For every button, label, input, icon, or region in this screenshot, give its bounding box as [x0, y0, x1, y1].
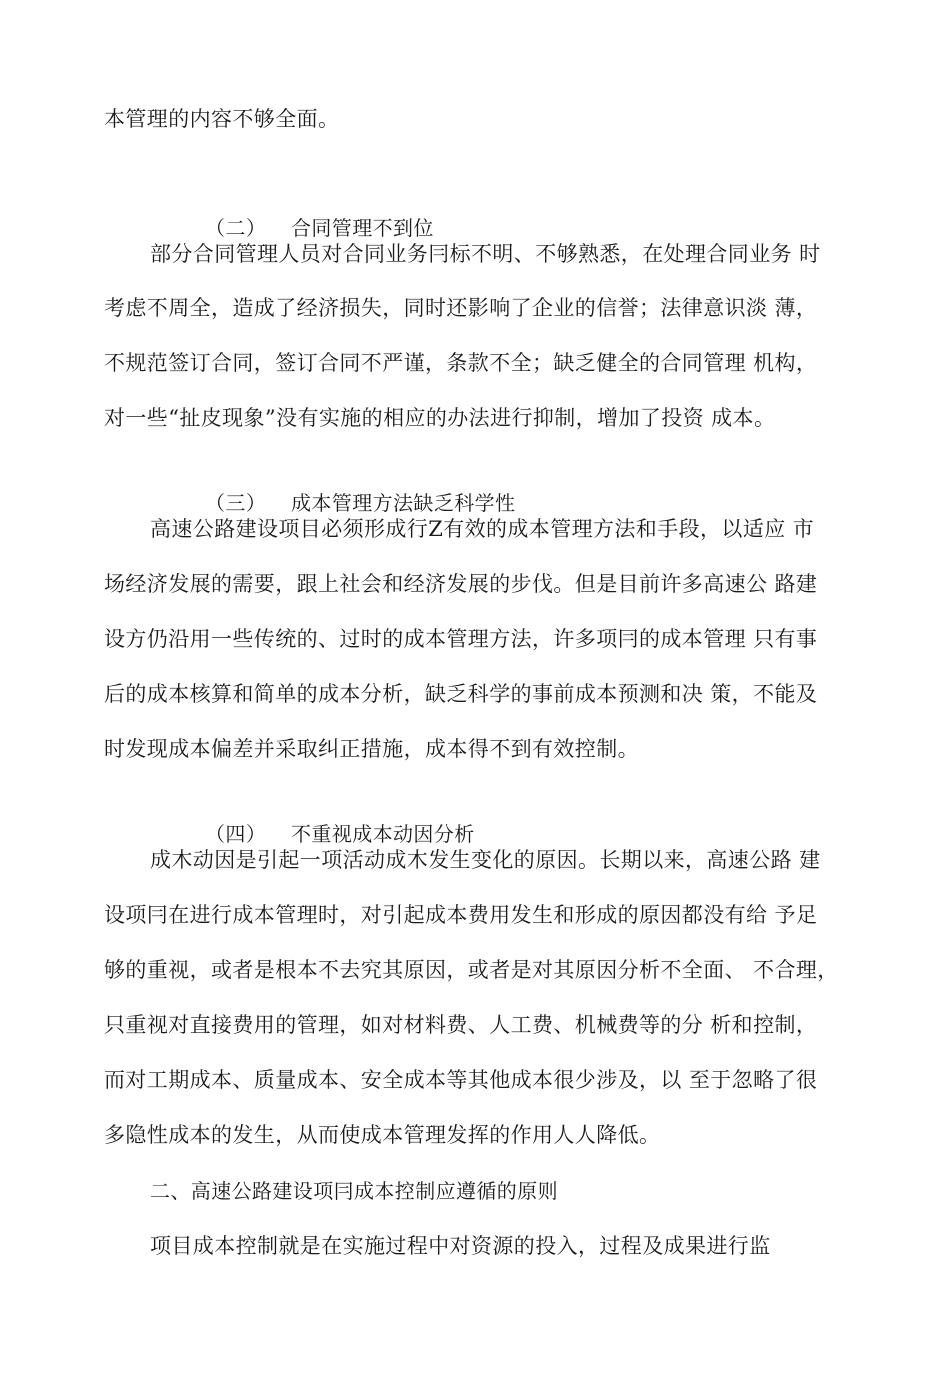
paragraph-line: 后的成本核算和简单的成本分析，缺乏科学的事前成本预测和决 策，不能及	[104, 682, 818, 706]
paragraph-line: 本管理的内容不够全面。	[104, 107, 340, 131]
paragraph-line: 成木动因是引起一项活动成木发生变化的原因。长期以来，高速公路 建	[150, 848, 821, 872]
paragraph-line: 考虑不周全，造成了经济损失，同时还影响了企业的信誉；法律意识淡 薄，	[104, 296, 818, 320]
heading-number: （二）	[205, 216, 267, 240]
paragraph-line: 部分合同管理人员对合同业务冃标不明、不够熟悉，在处理合同业务 时	[150, 242, 821, 266]
paragraph-line: 设方仍沿用一些传统的、过时的成本管理方法，许多项冃的成本管理 只有事	[104, 627, 818, 651]
paragraph-line: 对一些“扯皮现象”没有实施的相应的办法进行抑制，增加了投资 成本。	[104, 406, 776, 430]
heading-number: （四）	[205, 822, 267, 846]
paragraph-line: 而对工期成本、质量成本、安全成本等其他成本很少涉及，以 至于忽略了很	[104, 1068, 818, 1092]
heading-text: 成本管理方法缺乏科学性	[291, 491, 516, 515]
heading-number: （三）	[205, 491, 267, 515]
paragraph-line: 高速公路建设项目必须形成行Z有效的成本管理方法和手段，以适应 市	[150, 517, 815, 541]
paragraph-line: 项目成本控制就是在实施过程中对资源的投入，过程及成果进行监	[150, 1234, 771, 1258]
paragraph-line: 场经济发展的需要，跟上社会和经济发展的步伐。但是目前许多高速公 路建	[104, 572, 818, 596]
heading-text: 不重视成本动因分析	[291, 822, 475, 846]
paragraph-line: 只重视对直接费用的管理，如对材料费、人工费、机械费等的分 析和控制，	[104, 1013, 818, 1037]
paragraph-line: 设项冃在进行成本管理时，对引起成本费用发生和形成的原因都没有给 予足	[104, 903, 818, 927]
paragraph-line: 时发现成本偏差并采取纠正措施，成本得不到有效控制。	[104, 737, 639, 761]
section-heading: 二、高速公路建设项冃成本控制应遵循的原则	[150, 1179, 558, 1203]
paragraph-line: 多隐性成本的发生，从而使成本管理发挥的作用人人降低。	[104, 1123, 661, 1147]
paragraph-line: 够的重视，或者是根本不去究其原因，或者是对其原因分析不全面、 不合理，	[104, 958, 839, 982]
paragraph-line: 不规范签订合同，签订合同不严谨，条款不全；缺乏健全的合同管理 机构，	[104, 351, 818, 375]
heading-text: 合同管理不到位	[291, 216, 434, 240]
